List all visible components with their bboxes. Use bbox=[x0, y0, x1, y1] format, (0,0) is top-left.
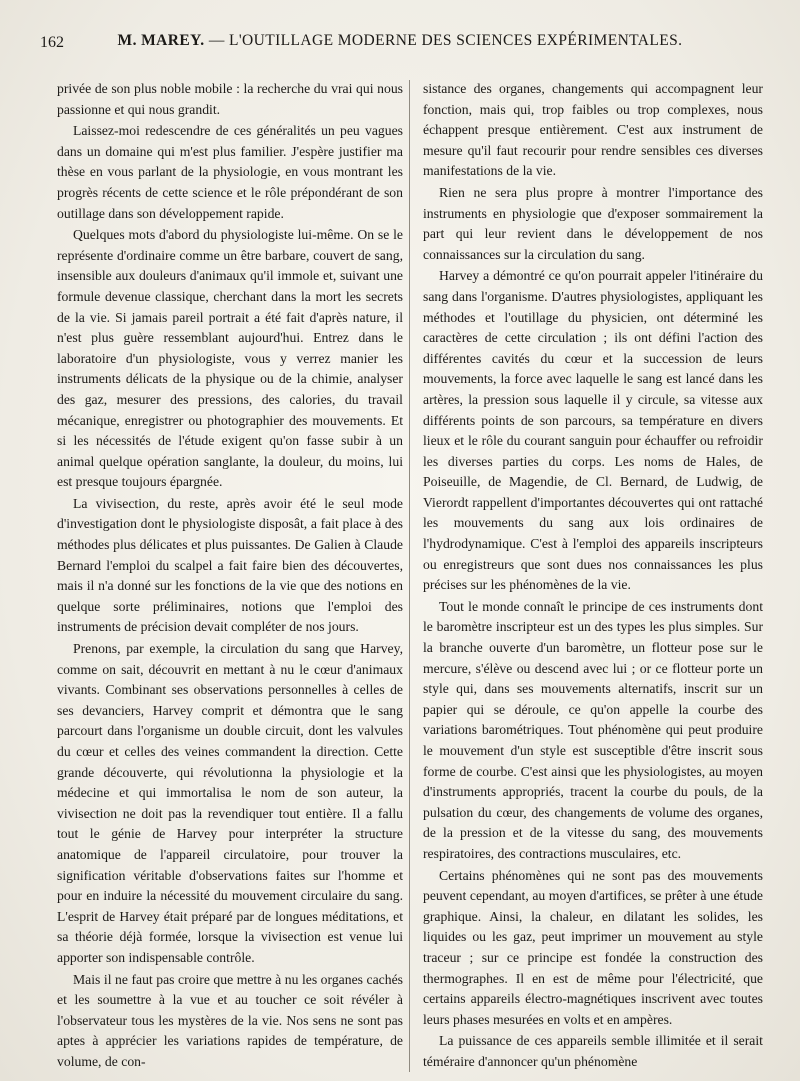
running-title bbox=[40, 32, 760, 50]
paragraph: Quelques mots d'abord du physiologiste lui-même. On se le représente d'ordinaire comme un être barbare, couvert de sang, insensible aux douleurs d'animaux qu'il immole et, suivant une formule devenue classique, cherchant dans la mort les secrets de la vie. Si jamais pareil portrait a été fait d'après nature, il n'est plus guère ressemblant aujourd'hui. Entrez dans le laboratoire d'un physiologiste, vous y verrez manier les instruments délicats de la physique ou de la chimie, analyser des gaz, mesurer des pressions, des calories, du travail mécanique, enregistrer ou photographier des mouvements. Et si les nécessités de l'étude exigent qu'on fasse subir à un animal quelque opération sanglante, la douleur, du moins, lui est presque toujours épargnée. bbox=[57, 227, 403, 490]
column-divider bbox=[409, 80, 410, 1072]
paragraph: Mais il ne faut pas croire que mettre à nu les organes cachés et les soumettre à la vue et au toucher ce soit révéler à l'observateur tous les mystères de la vie. Nos sens ne sont pas aptes à apprécier les variations rapides de température, de volume, de con- bbox=[57, 971, 403, 1069]
paragraph: sistance des organes, changements qui accompagnent leur fonction, mais qui, trop faibles ou trop complexes, nous échappent presque entièrement. C'est aux instrument de mesure qu'il faut recourir pour rendre sensibles ces diverses manifestations de la vie. bbox=[423, 81, 763, 179]
author-name: M. MAREY. bbox=[117, 32, 205, 49]
paragraph: La vivisection, du reste, après avoir été le seul mode d'investigation dont le physiologiste disposât, a fait place à des méthodes plus délicates et plus puissantes. De Galien à Claude Bernard l'emploi du scalpel a fait faire bien des découvertes, mais il n'a donné sur les fonctions de la vie que des notions en quelque sorte préliminaires, notions que l'emploi des instruments de précision devait compléter de nos jours. bbox=[57, 495, 403, 635]
right-column bbox=[423, 79, 763, 1073]
paragraph: Tout le monde connaît le principe de ces instruments dont le baromètre inscripteur est un des types les plus simples. Sur la branche ouverte d'un baromètre, un flotteur pose sur le mercure, s'élève ou descend avec lui ; or ce flotteur porte un style qui, dans ses mouvements alternatifs, inscrit sur un papier qui se déroule, ce qu'on appelle la courbe des variations barométriques. Tout phénomène qui peut produire le mouvement d'un style est susceptible d'être inscrit sous forme de courbe. C'est ainsi que les physiologistes, au moyen d'instruments appropriés, tracent la courbe du pouls, de la pulsation du cœur, des changements de volume des organes, de la pression et de la vitesse du sang, des mouvements respiratoires, des contractions musculaires, etc. bbox=[423, 598, 763, 861]
page-header bbox=[40, 30, 760, 54]
paragraph: Certains phénomènes qui ne sont pas des mouvements peuvent cependant, au moyen d'artifices, se prêter à une étude graphique. Ainsi, la chaleur, en dilatant les solides, les liquides ou les gaz, peut imprimer un mouvement au style traceur ; sur ce principe est fondée la construction des thermographes. Il en est de même pour l'électricité, que certains appareils électro-magnétiques inscrivent avec toutes leurs phases mesurées en volts et en ampères. bbox=[423, 867, 763, 1027]
paragraph: La puissance de ces appareils semble illimitée et il serait téméraire d'annoncer qu'un phénomène bbox=[423, 1033, 763, 1069]
left-column bbox=[57, 79, 403, 1073]
paragraph: privée de son plus noble mobile : la recherche du vrai qui nous passionne et qui nous grandit. bbox=[57, 81, 403, 117]
paragraph: Prenons, par exemple, la circulation du sang que Harvey, comme on sait, découvrit en mettant à nu le cœur d'animaux vivants. Combinant ses observations personnelles à celles de ses devanciers, Harvey comprit et démontra que le sang parcourt dans l'organisme un double circuit, dont les valvules du cœur et celles des veines commandent la direction. Cette grande découverte, qui révolutionna la physiologie et la médecine et qui immortalisa le nom de son auteur, la vivisection ne doit pas la revendiquer tout entière. Il a fallu tout le génie de Harvey pour interpréter la structure anatomique de l'appareil circulatoire, pour trouver la signification véritable d'observations faites sur l'homme et pour en induire la nécessité du mouvement circulaire du sang. L'esprit de Harvey était préparé par de longues méditations, et sa théorie déjà formée, lorsque la vivisection est venue lui apporter son indispensable contrôle. bbox=[57, 641, 403, 965]
paragraph: Harvey a démontré ce qu'on pourrait appeler l'itinéraire du sang dans l'organisme. D'autres physiologistes, appliquant les méthodes et l'outillage du physicien, ont déterminé les caractères de cette circulation ; ils ont défini l'action des différentes cavités du cœur et la succession de leurs mouvements, la force avec laquelle le sang est lancé dans les artères, la pression sous laquelle il y circule, sa vitesse aux différents points de son parcours, sa température en divers lieux et le rôle du courant sanguin pour échauffer ou refroidir les diverses parties du corps. Les noms de Hales, de Poiseuille, de Magendie, de Cl. Bernard, de Ludwig, de Vierordt rappellent d'importantes découvertes qui ont rattaché les mouvements du sang aux lois ordinaires de l'hydrodynamique. C'est à l'emploi des appareils inscripteurs ou enregistreurs que sont dues nos connaissances les plus précises sur les phénomènes de la vie. bbox=[423, 268, 763, 593]
paragraph: Laissez-moi redescendre de ces généralités un peu vagues dans un domaine qui m'est plus familier. J'espère justifier ma thèse en vous parlant de la physiologie, en vous montrant les progrès récents de cette science et le rôle prépondérant de son outillage dans son développement rapide. bbox=[57, 123, 403, 221]
paragraph: Rien ne sera plus propre à montrer l'importance des instruments en physiologie que d'exposer sommairement la part qui leur revient dans le développement de nos connaissances sur la circulation du sang. bbox=[423, 184, 763, 262]
article-title: — L'OUTILLAGE MODERNE DES SCIENCES EXPÉRIMENTALES. bbox=[208, 32, 683, 49]
page-number: 162 bbox=[40, 34, 64, 51]
